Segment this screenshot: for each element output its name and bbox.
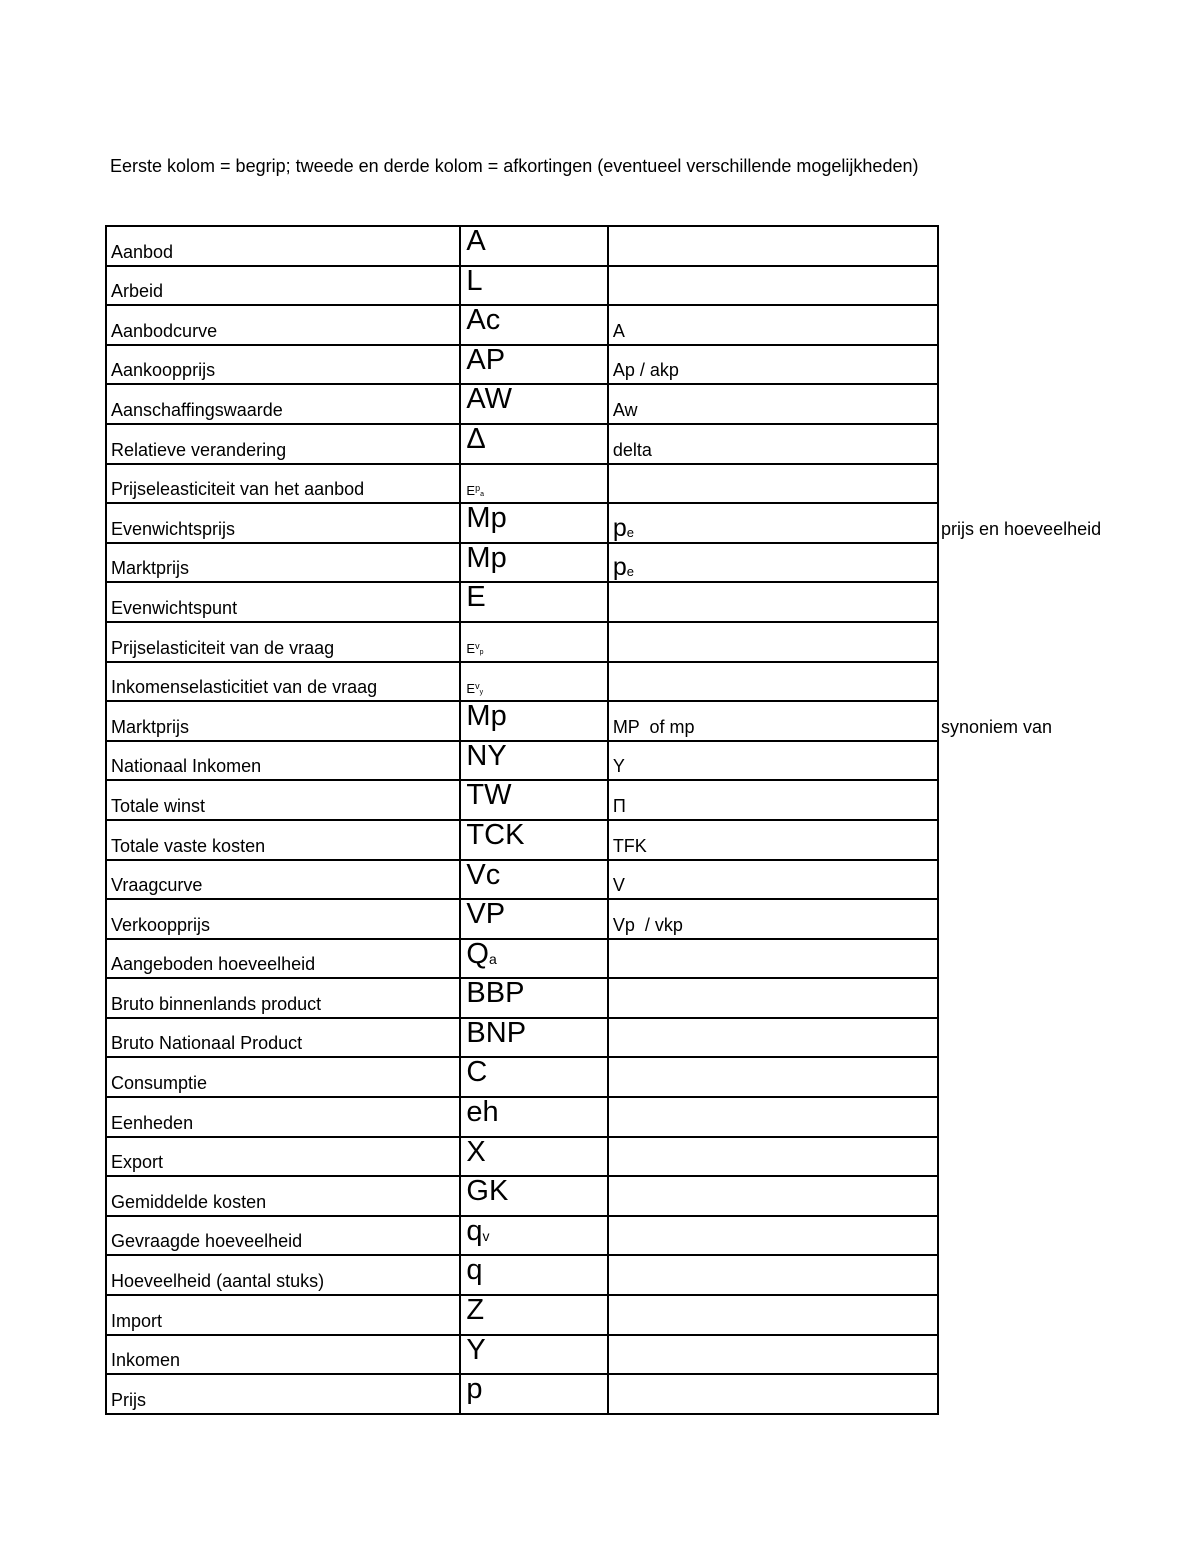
abbreviation-primary (466, 1137, 485, 1167)
abbreviation-primary (466, 682, 483, 696)
term-label: Import (111, 1310, 163, 1331)
abbreviation-cell (460, 1295, 607, 1335)
abbreviation-subscript: y (479, 688, 484, 696)
abbreviation-primary (466, 226, 485, 256)
table-row (106, 543, 938, 583)
abbreviation-text: Ac (466, 304, 501, 337)
term-label: Totale vaste kosten (111, 835, 266, 856)
alternative-subscript: e (626, 524, 634, 540)
table-row (106, 1335, 938, 1375)
table-row (106, 662, 938, 702)
abbreviation-cell (460, 305, 607, 345)
abbreviation-subscript: p (479, 649, 484, 657)
abbreviation-cell (460, 543, 607, 583)
abbreviation-text: Δ (466, 422, 486, 455)
term-cell (106, 464, 460, 504)
table-row (106, 305, 938, 345)
table-row (106, 1097, 938, 1137)
alternative-text: p (612, 513, 627, 542)
term-cell (106, 1018, 460, 1058)
term-cell (106, 860, 460, 900)
abbreviation-primary (466, 266, 482, 296)
alternative-text: Vp / vkp (612, 914, 683, 935)
abbreviation-text: L (466, 264, 483, 297)
alternative-abbreviation-cell (608, 741, 938, 781)
term-cell (106, 345, 460, 385)
term-cell (106, 543, 460, 583)
term-cell (106, 1335, 460, 1375)
term-label: Hoeveelheid (aantal stuks) (111, 1271, 325, 1292)
alternative-abbreviation-cell (608, 1137, 938, 1177)
alternative-abbreviation-cell (608, 939, 938, 979)
abbreviation-alternative (613, 875, 625, 896)
abbreviation-alternative (613, 321, 625, 342)
term-label: Aanbod (111, 241, 174, 262)
term-label: Aanschaffingswaarde (111, 399, 283, 420)
term-cell (106, 662, 460, 702)
abbreviation-text: AP (466, 343, 506, 376)
term-cell (106, 503, 460, 543)
term-cell (106, 1295, 460, 1335)
abbreviation-text: p (466, 1373, 483, 1406)
term-cell (106, 384, 460, 424)
table-body (106, 226, 938, 1414)
abbreviation-cell (460, 345, 607, 385)
table-row (106, 1374, 938, 1414)
abbreviation-alternative (613, 400, 638, 421)
table-row (106, 424, 938, 464)
abbreviation-alternative (613, 756, 625, 777)
abbreviation-text: Q (466, 937, 489, 970)
table-row (106, 1057, 938, 1097)
alternative-abbreviation-cell (608, 1374, 938, 1414)
table-row (106, 226, 938, 266)
term-label: Consumptie (111, 1073, 208, 1094)
abbreviation-primary (466, 345, 505, 375)
abbreviation-cell (460, 226, 607, 266)
abbreviation-text: VP (466, 898, 506, 931)
intro-text: Eerste kolom = begrip; tweede en derde kolom = afkortingen (eventueel verschillende mogelijkheden) (110, 156, 919, 176)
abbreviation-cell (460, 582, 607, 622)
term-label: Aanbodcurve (111, 320, 218, 341)
term-label: Evenwichtsprijs (111, 518, 236, 539)
abbreviation-primary (466, 1057, 487, 1087)
abbreviation-superscript: p (475, 482, 481, 493)
alternative-abbreviation-cell (608, 978, 938, 1018)
abbreviation-primary (466, 1255, 482, 1285)
term-label: Aankoopprijs (111, 360, 216, 381)
alternative-abbreviation-cell (608, 1295, 938, 1335)
term-cell (106, 1137, 460, 1177)
alternative-abbreviation-cell (608, 543, 938, 583)
table-row (106, 939, 938, 979)
alternative-text: V (612, 875, 625, 896)
abbreviation-cell (460, 464, 607, 504)
abbreviation-primary (466, 582, 485, 612)
alternative-abbreviation-cell (608, 622, 938, 662)
abbreviation-text: Mp (466, 700, 507, 733)
alternative-abbreviation-cell (608, 1018, 938, 1058)
abbreviations-table (105, 225, 939, 1415)
abbreviation-alternative (613, 514, 634, 543)
abbreviation-cell (460, 1176, 607, 1216)
abbreviation-primary (466, 978, 524, 1008)
alternative-abbreviation-cell (608, 1255, 938, 1295)
abbreviation-text: E (466, 641, 476, 657)
abbreviation-cell (460, 701, 607, 741)
alternative-abbreviation-cell (608, 345, 938, 385)
abbreviation-primary (466, 701, 506, 731)
alternative-abbreviation-cell (608, 1176, 938, 1216)
term-label: Export (111, 1152, 164, 1173)
alternative-abbreviation-cell (608, 662, 938, 702)
table-row (106, 1216, 938, 1256)
table-row (106, 820, 938, 860)
alternative-abbreviation-cell (608, 820, 938, 860)
abbreviation-text: Y (466, 1333, 486, 1366)
abbreviation-text: Mp (466, 502, 507, 535)
term-label: Arbeid (111, 281, 164, 302)
table-row (106, 701, 938, 741)
abbreviation-alternative (613, 915, 683, 936)
alternative-text: Y (612, 756, 625, 777)
term-cell (106, 1255, 460, 1295)
term-label: Vraagcurve (111, 875, 203, 896)
abbreviation-text: E (466, 482, 476, 498)
abbreviation-cell (460, 662, 607, 702)
abbreviation-alternative (613, 553, 634, 582)
alternative-text: MP of mp (612, 716, 695, 737)
term-cell (106, 978, 460, 1018)
term-label: Prijs (111, 1389, 146, 1410)
alternative-abbreviation-cell (608, 226, 938, 266)
alternative-abbreviation-cell (608, 503, 938, 543)
alternative-abbreviation-cell (608, 464, 938, 504)
alternative-abbreviation-cell (608, 1097, 938, 1137)
table-row (106, 266, 938, 306)
table-row (106, 345, 938, 385)
alternative-abbreviation-cell (608, 1057, 938, 1097)
abbreviation-cell (460, 978, 607, 1018)
abbreviation-primary (466, 642, 483, 656)
table-row (106, 582, 938, 622)
alternative-text: p (612, 553, 627, 582)
abbreviation-text: TW (466, 779, 512, 812)
abbreviation-primary (466, 384, 512, 414)
abbreviation-cell (460, 1018, 607, 1058)
abbreviation-primary (466, 424, 485, 454)
abbreviation-cell (460, 1057, 607, 1097)
abbreviation-text: E (466, 680, 476, 696)
term-label: Gevraagde hoeveelheid (111, 1231, 303, 1252)
alternative-subscript: e (626, 564, 634, 580)
abbreviation-primary (466, 1374, 482, 1404)
alternative-abbreviation-cell (608, 780, 938, 820)
abbreviation-primary (466, 1097, 498, 1127)
abbreviation-alternative (613, 836, 647, 857)
term-cell (106, 582, 460, 622)
table-row (106, 464, 938, 504)
abbreviation-cell (460, 860, 607, 900)
table-row (106, 780, 938, 820)
alternative-abbreviation-cell (608, 860, 938, 900)
abbreviation-superscript: v (475, 641, 480, 652)
term-label: Evenwichtspunt (111, 597, 238, 618)
abbreviation-subscript: v (482, 1227, 490, 1244)
abbreviation-cell (460, 741, 607, 781)
abbreviation-text: q (466, 1254, 483, 1287)
term-label: Relatieve verandering (111, 439, 287, 460)
abbreviation-primary (466, 780, 511, 810)
term-label: Inkomenselasticitiet van de vraag (111, 677, 378, 698)
abbreviation-text: eh (466, 1096, 499, 1129)
abbreviation-primary (466, 899, 505, 929)
alternative-abbreviation-cell (608, 701, 938, 741)
term-cell (106, 780, 460, 820)
alternative-text: delta (612, 439, 652, 460)
table-row (106, 899, 938, 939)
abbreviation-primary (466, 1018, 526, 1048)
abbreviation-text: GK (466, 1175, 509, 1208)
abbreviation-cell (460, 780, 607, 820)
abbreviation-primary (466, 820, 524, 850)
term-label: Prijselasticiteit van de vraag (111, 637, 335, 658)
term-cell (106, 1216, 460, 1256)
term-cell (106, 741, 460, 781)
abbreviation-cell (460, 820, 607, 860)
abbreviation-text: BNP (466, 1016, 527, 1049)
abbreviation-primary (466, 1335, 485, 1365)
abbreviation-primary (466, 860, 500, 890)
abbreviation-text: Mp (466, 541, 507, 574)
side-note: prijs en hoeveelheid (941, 518, 1102, 539)
alternative-abbreviation-cell (608, 1216, 938, 1256)
table-row (106, 622, 938, 662)
alternative-abbreviation-cell (608, 582, 938, 622)
term-cell (106, 1374, 460, 1414)
abbreviation-superscript: v (475, 680, 480, 691)
table-row (106, 503, 938, 543)
term-label: Marktprijs (111, 558, 190, 579)
table-row (106, 1137, 938, 1177)
abbreviation-text: AW (466, 383, 513, 416)
abbreviation-primary (466, 543, 506, 573)
term-label: Inkomen (111, 1350, 181, 1371)
alternative-text: Π (612, 795, 626, 816)
term-label: Prijseleasticiteit van het aanbod (111, 479, 365, 500)
abbreviation-alternative (613, 360, 679, 381)
table-row (106, 1255, 938, 1295)
table-row (106, 1295, 938, 1335)
term-label: Bruto binnenlands product (111, 993, 322, 1014)
abbreviation-cell (460, 1335, 607, 1375)
abbreviation-text: Z (466, 1294, 485, 1327)
term-cell (106, 305, 460, 345)
term-cell (106, 1057, 460, 1097)
term-cell (106, 899, 460, 939)
abbreviation-alternative (613, 717, 695, 738)
abbreviation-primary (466, 484, 484, 498)
alternative-text: A (612, 320, 625, 341)
abbreviation-text: BBP (466, 977, 525, 1010)
abbreviation-cell (460, 384, 607, 424)
term-label: Nationaal Inkomen (111, 756, 262, 777)
term-cell (106, 939, 460, 979)
alternative-abbreviation-cell (608, 384, 938, 424)
abbreviation-cell (460, 503, 607, 543)
alternative-abbreviation-cell (608, 899, 938, 939)
abbreviation-primary (466, 1295, 484, 1325)
table-row (106, 1176, 938, 1216)
abbreviation-text: TCK (466, 818, 525, 851)
term-label: Marktprijs (111, 716, 190, 737)
term-cell (106, 424, 460, 464)
term-label: Eenheden (111, 1112, 194, 1133)
abbreviation-text: X (466, 1135, 486, 1168)
table-row (106, 860, 938, 900)
abbreviation-primary (466, 305, 500, 335)
abbreviation-subscript: a (488, 950, 497, 967)
alternative-text: TFK (612, 835, 647, 856)
term-cell (106, 622, 460, 662)
alternative-text: Ap / akp (612, 360, 679, 381)
alternative-abbreviation-cell (608, 266, 938, 306)
abbreviation-primary (466, 1216, 489, 1246)
abbreviation-cell (460, 1137, 607, 1177)
term-cell (106, 1176, 460, 1216)
table-row (106, 978, 938, 1018)
abbreviation-primary (466, 939, 496, 969)
abbreviation-cell (460, 266, 607, 306)
term-label: Totale winst (111, 795, 206, 816)
abbreviation-alternative (613, 796, 626, 817)
alternative-text: Aw (612, 399, 638, 420)
abbreviation-text: C (466, 1056, 488, 1089)
table-row (106, 741, 938, 781)
table-row (106, 1018, 938, 1058)
term-label: Aangeboden hoeveelheid (111, 954, 316, 975)
abbreviation-text: A (466, 225, 486, 257)
abbreviation-cell (460, 1255, 607, 1295)
side-note: synoniem van (941, 716, 1053, 737)
term-cell (106, 226, 460, 266)
abbreviation-cell (460, 622, 607, 662)
table-row (106, 384, 938, 424)
term-cell (106, 701, 460, 741)
alternative-abbreviation-cell (608, 424, 938, 464)
alternative-abbreviation-cell (608, 1335, 938, 1375)
abbreviation-cell (460, 939, 607, 979)
term-cell (106, 1097, 460, 1137)
abbreviation-text: E (466, 581, 486, 614)
abbreviation-primary (466, 503, 506, 533)
abbreviation-cell (460, 1374, 607, 1414)
term-cell (106, 820, 460, 860)
abbreviation-cell (460, 899, 607, 939)
term-label: Verkoopprijs (111, 914, 211, 935)
abbreviation-text: q (466, 1214, 483, 1247)
abbreviation-text: Vc (466, 858, 501, 891)
abbreviation-text: NY (466, 739, 507, 772)
abbreviation-cell (460, 424, 607, 464)
abbreviation-primary (466, 1176, 508, 1206)
abbreviation-cell (460, 1216, 607, 1256)
term-cell (106, 266, 460, 306)
term-label: Gemiddelde kosten (111, 1191, 267, 1212)
abbreviation-alternative (613, 440, 652, 461)
abbreviation-primary (466, 741, 506, 771)
abbreviation-subscript: a (480, 490, 484, 498)
abbreviation-cell (460, 1097, 607, 1137)
alternative-abbreviation-cell (608, 305, 938, 345)
term-label: Bruto Nationaal Product (111, 1033, 303, 1054)
